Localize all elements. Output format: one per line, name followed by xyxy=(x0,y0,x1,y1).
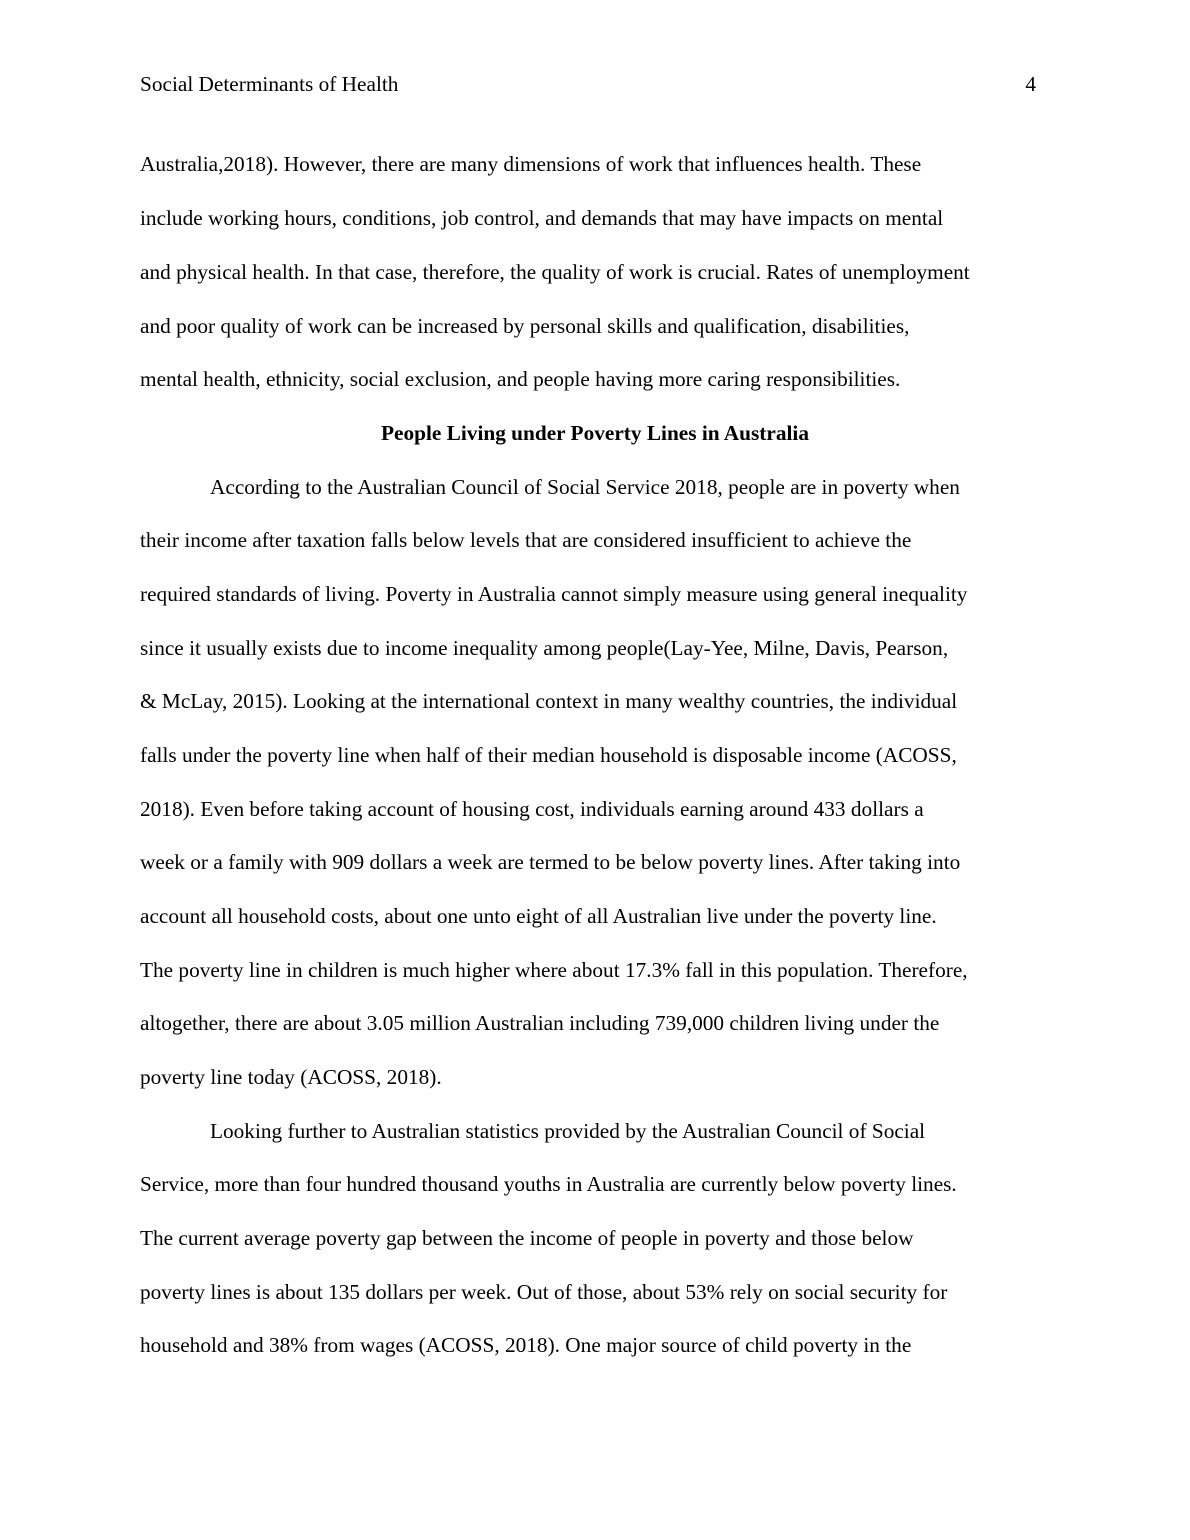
paragraph-2-line: 2018). Even before taking account of housing cost, individuals earning around 433 dollars a xyxy=(140,797,924,821)
paragraph-3-line: household and 38% from wages (ACOSS, 2018). One major source of child poverty in the xyxy=(140,1333,912,1357)
paragraph-3-line: Looking further to Australian statistics provided by the Australian Council of Social xyxy=(210,1119,926,1143)
paragraph-2-line: & McLay, 2015). Looking at the international context in many wealthy countries, the individual xyxy=(140,689,958,713)
paragraph-3-line: Service, more than four hundred thousand youths in Australia are currently below poverty lines. xyxy=(140,1172,957,1196)
paragraph-2-line: The poverty line in children is much higher where about 17.3% fall in this population. Therefore, xyxy=(140,958,968,982)
paragraph-2-line: account all household costs, about one unto eight of all Australian live under the poverty line. xyxy=(140,904,937,928)
paragraph-2-line: required standards of living. Poverty in Australia cannot simply measure using general inequality xyxy=(140,582,968,606)
paragraph-2-line: their income after taxation falls below levels that are considered insufficient to achieve the xyxy=(140,528,912,552)
running-head: Social Determinants of Health xyxy=(140,72,399,96)
paragraph-2-line: since it usually exists due to income inequality among people(Lay-Yee, Milne, Davis, Pearson, xyxy=(140,636,949,660)
paragraph-2-line: falls under the poverty line when half of their median household is disposable income (ACOSS, xyxy=(140,743,957,767)
paragraph-2-line: According to the Australian Council of Social Service 2018, people are in poverty when xyxy=(210,475,960,499)
paragraph-1-line: include working hours, conditions, job control, and demands that may have impacts on mental xyxy=(140,206,944,230)
paragraph-2-line: poverty line today (ACOSS, 2018). xyxy=(140,1065,442,1089)
paragraph-1-line: Australia,2018). However, there are many dimensions of work that influences health. These xyxy=(140,152,922,176)
page-number: 4 xyxy=(1025,72,1036,96)
paragraph-1-line: and physical health. In that case, therefore, the quality of work is crucial. Rates of unemployment xyxy=(140,260,970,284)
paragraph-1-line: and poor quality of work can be increased by personal skills and qualification, disabilities, xyxy=(140,314,910,338)
paragraph-2-line: week or a family with 909 dollars a week are termed to be below poverty lines. After taking into xyxy=(140,850,961,874)
paragraph-1-line: mental health, ethnicity, social exclusion, and people having more caring responsibilities. xyxy=(140,367,901,391)
paragraph-3-line: The current average poverty gap between the income of people in poverty and those below xyxy=(140,1226,914,1250)
paragraph-3-line: poverty lines is about 135 dollars per week. Out of those, about 53% rely on social security for xyxy=(140,1280,948,1304)
section-heading: People Living under Poverty Lines in Australia xyxy=(381,421,809,445)
paragraph-2-line: altogether, there are about 3.05 million Australian including 739,000 children living under the xyxy=(140,1011,940,1035)
